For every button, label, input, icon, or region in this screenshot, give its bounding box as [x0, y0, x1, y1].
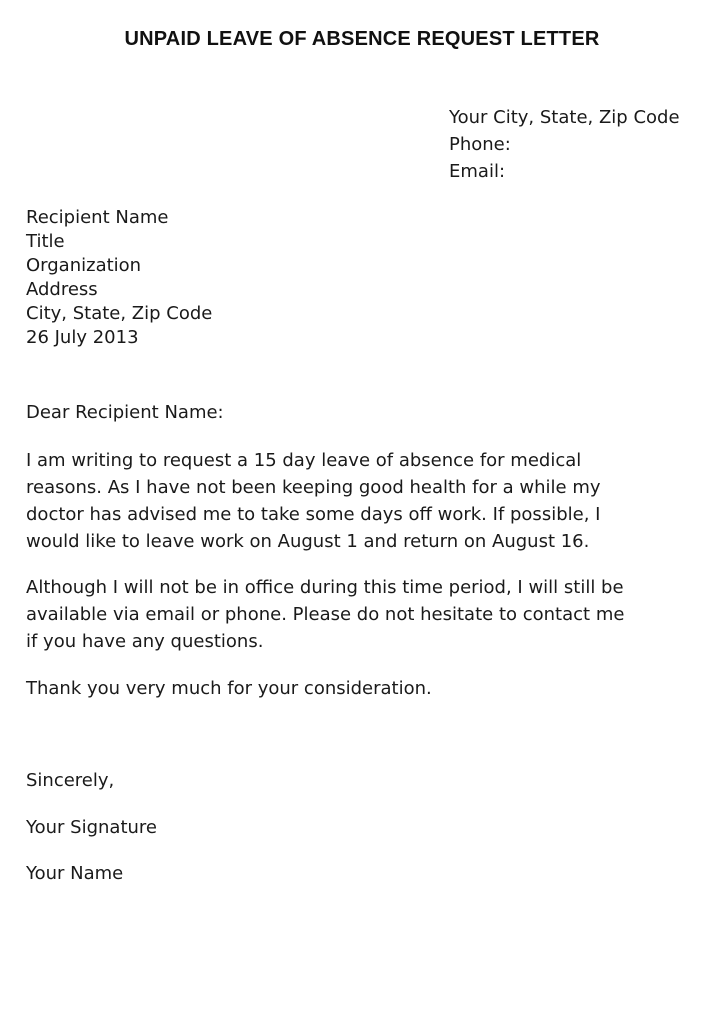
- paragraph-line: doctor has advised me to take some days off work. If possible, I: [26, 504, 601, 525]
- sender-city-state-zip: Your City, State, Zip Code: [449, 107, 680, 128]
- sender-name: Your Name: [26, 863, 124, 884]
- recipient-title: Title: [26, 231, 65, 252]
- paragraph-line: if you have any questions.: [26, 631, 264, 652]
- paragraph-line: available via email or phone. Please do not hesitate to contact me: [26, 604, 625, 625]
- letter-date: 26 July 2013: [26, 327, 139, 348]
- sender-address-block: [449, 104, 680, 185]
- body-paragraph-availability: [26, 574, 706, 655]
- valediction: Sincerely,: [26, 770, 115, 791]
- body-paragraph-request: [26, 447, 706, 555]
- sender-phone: Phone:: [449, 134, 511, 155]
- recipient-address-block: [26, 206, 212, 350]
- paragraph-line: I am writing to request a 15 day leave of absence for medical: [26, 450, 582, 471]
- recipient-organization: Organization: [26, 255, 142, 276]
- body-paragraph-thanks: [26, 675, 706, 702]
- recipient-address: Address: [26, 279, 98, 300]
- recipient-name: Recipient Name: [26, 207, 169, 228]
- paragraph-line: reasons. As I have not been keeping good health for a while my: [26, 477, 601, 498]
- signature-placeholder: Your Signature: [26, 817, 157, 838]
- recipient-city-state-zip: City, State, Zip Code: [26, 303, 213, 324]
- paragraph-line: Although I will not be in office during this time period, I will still be: [26, 577, 624, 598]
- document-title: UNPAID LEAVE OF ABSENCE REQUEST LETTER: [124, 28, 600, 50]
- sender-email: Email:: [449, 161, 506, 182]
- paragraph-line: Thank you very much for your consideration.: [26, 678, 432, 699]
- salutation: Dear Recipient Name:: [26, 402, 224, 423]
- paragraph-line: would like to leave work on August 1 and return on August 16.: [26, 531, 590, 552]
